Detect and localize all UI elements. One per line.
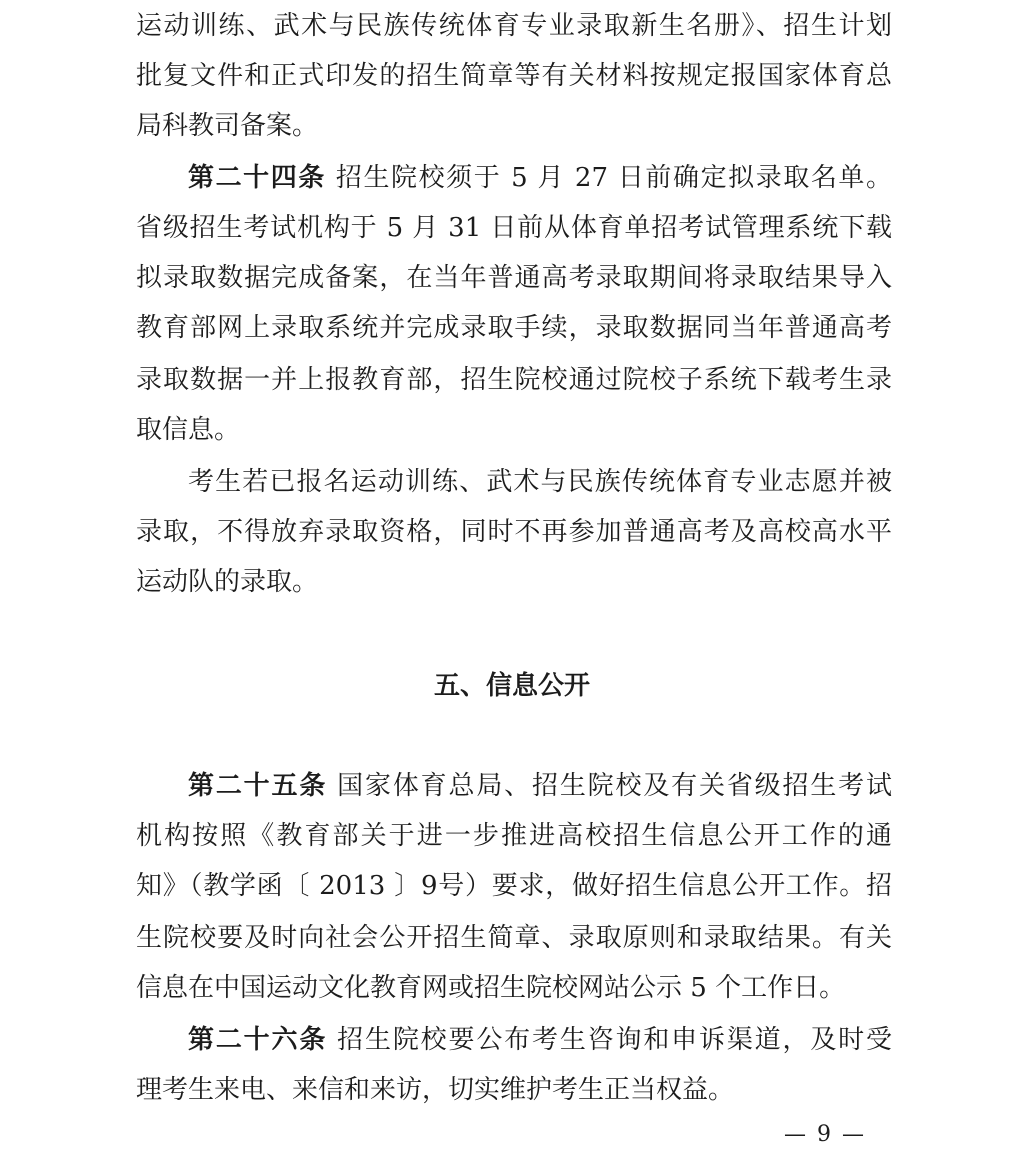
- article-26-first-line: [188, 1014, 892, 1066]
- text-line: 信息在中国运动文化教育网或招生院校网站公示 5 个工作日。: [136, 973, 846, 1003]
- text-line: 教育部网上录取系统并完成录取手续，录取数据同当年普通高考: [136, 313, 892, 343]
- article-24-number: 第二十四条: [188, 163, 326, 193]
- text-line: 取信息。: [136, 415, 241, 445]
- text-line: 机构按照《教育部关于进一步推进高校招生信息公开工作的通: [136, 821, 892, 851]
- text-line: 省级招生考试机构于 5 月 31 日前从体育单招考试管理系统下载: [136, 213, 892, 243]
- article-24-first-line: [188, 152, 892, 204]
- text-line: 局科教司备案。: [136, 111, 319, 141]
- article-25-text: 国家体育总局、招生院校及有关省级招生考试: [337, 771, 892, 801]
- article-25-first-line: [188, 760, 892, 812]
- text-line: 运动训练、武术与民族传统体育专业录取新生名册》、招生计划: [136, 11, 892, 41]
- section-heading: 五、信息公开: [433, 671, 590, 701]
- article-26-number: 第二十六条: [188, 1025, 328, 1055]
- article-25-number: 第二十五条: [188, 771, 328, 801]
- article-24-text: 招生院校须于 5 月 27 日前确定拟录取名单。: [335, 163, 892, 193]
- text-line: 录取，不得放弃录取资格，同时不再参加普通高考及高校高水平: [136, 517, 892, 547]
- page-number: — 9 —: [784, 1122, 866, 1147]
- text-line: 拟录取数据完成备案，在当年普通高考录取期间将录取结果导入: [136, 263, 892, 293]
- text-line: 理考生来电、来信和来访，切实维护考生正当权益。: [136, 1075, 735, 1105]
- text-line: 生院校要及时向社会公开招生简章、录取原则和录取结果。有关: [136, 923, 892, 953]
- text-line: 录取数据一并上报教育部，招生院校通过院校子系统下载考生录: [136, 365, 892, 395]
- article-26-text: 招生院校要公布考生咨询和申诉渠道，及时受: [337, 1025, 892, 1055]
- paragraph-first-line: 考生若已报名运动训练、武术与民族传统体育专业志愿并被: [188, 467, 892, 497]
- text-line: 运动队的录取。: [136, 567, 319, 597]
- text-line: 批复文件和正式印发的招生简章等有关材料按规定报国家体育总: [136, 61, 892, 91]
- text-line: 知》（教学函〔 2013 〕9号）要求，做好招生信息公开工作。招: [136, 871, 892, 901]
